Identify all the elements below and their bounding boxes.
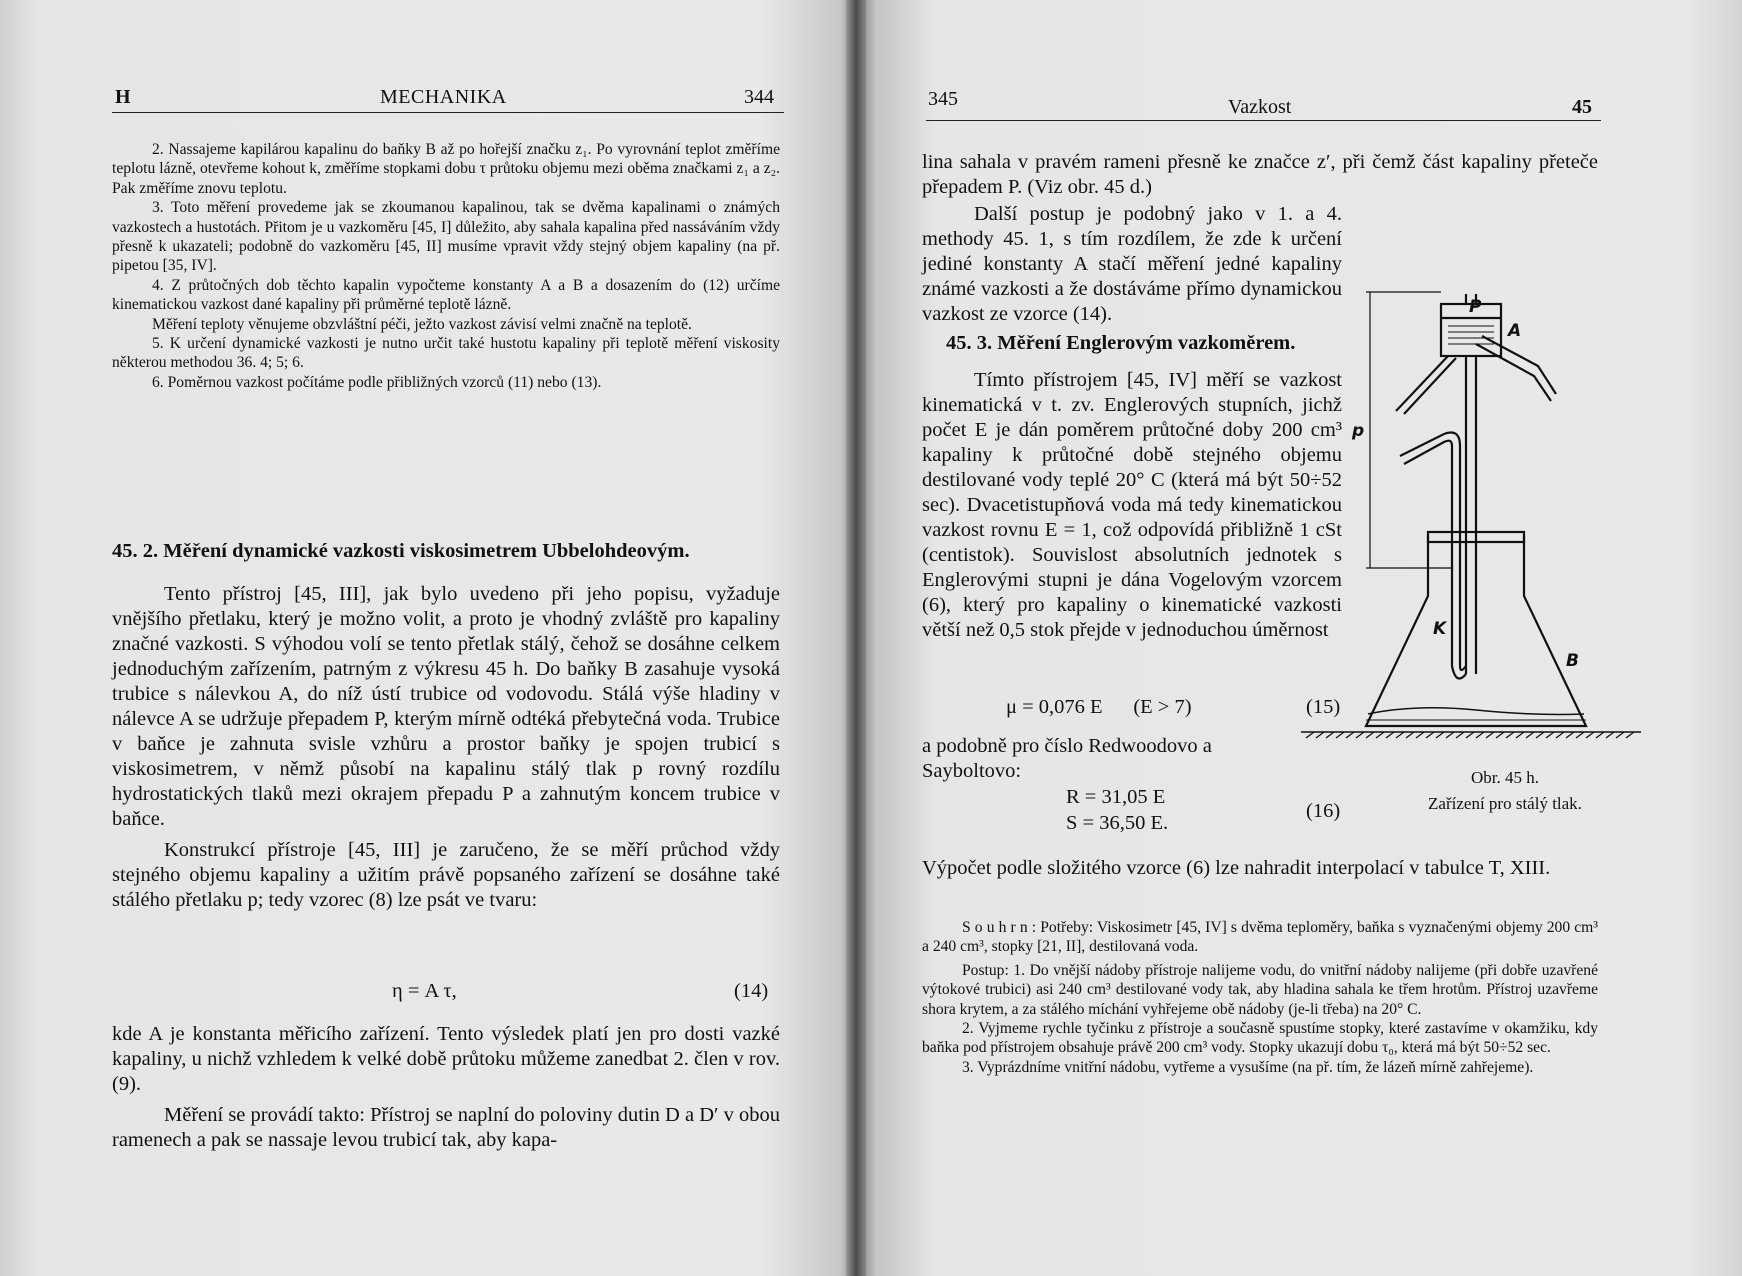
engler-text: [922, 368, 1342, 643]
body-text-continued: [112, 1022, 780, 1153]
label-p-overflow: P: [1469, 297, 1482, 317]
equation-16-s: S = 36,50 E.: [1066, 812, 1169, 834]
paragraph-continuation: lina sahala v pravém rameni přesně ke značce z′, při čemž část kapaliny přeteče přepadem P. (Viz obr. 45 d.): [922, 151, 1598, 198]
section-heading-45-2: 45. 2. Měření dynamické vazkosti viskosimetrem Ubbelohdeovým.: [112, 540, 690, 562]
running-title: MECHANIKA: [380, 86, 507, 108]
equation-15-number: (15): [1306, 696, 1341, 718]
procedure-steps: [112, 140, 780, 392]
step-5: 5. K určení dynamické vazkosti je nutno určit také hustotu kapaliny při teplotě měření viskosity některou methodou 36. 4; 5; 6.: [112, 335, 780, 372]
paragraph-engler: Tímto přístrojem [45, IV] měří se vazkost kinematická v t. zv. Englerových stupních, jichž počet E je dán poměrem průtočné doby 200 cm³ kapaliny k průtočné době stejného objemu destilované vody teplé 20° C (která má být 50÷52 sec). Dvacetistupňová voda má tedy kinematickou vazkost rovnu E = 1, což odpovídá přibližně 1 cSt (centistok). Souvislost absolutních jednotek s Englerovými stupni je dána Vogelovým vzorcem (6), který pro kapaliny o kinematické vazkosti větší než 0,5 stok přejde v jednoduchou úměrnost: [922, 369, 1342, 641]
figure-45h-diagram: [1352, 296, 1646, 766]
header-rule: [926, 120, 1601, 121]
equation-16-r: R = 31,05 E: [1066, 786, 1166, 808]
page-number: 345: [928, 88, 958, 110]
redwood-text: [922, 734, 1262, 784]
paragraph-redwood: a podobně pro číslo Redwoodovo a Sayboltovo:: [922, 735, 1212, 782]
chapter-number: 45: [1572, 96, 1592, 118]
page-number: 344: [744, 86, 774, 108]
step-2: 2. Nassajeme kapilárou kapalinu do baňky B až po hořejší značku z₁. Po vyrovnání teplot změříme teplotu lázně, otevřeme kohout k, změříme stopkami dobu τ průtoku objemu mezi oběma značkami z₁ a z₂. Pak změříme znovu teplotu.: [112, 141, 780, 197]
label-b-flask: B: [1566, 651, 1579, 671]
section-letter: H: [115, 86, 131, 108]
summary-block: [922, 918, 1598, 1077]
paragraph-construction: Konstrukcí přístroje [45, III] je zaručeno, že se měří průchod vždy stejného objemu kapaliny a užitím právě popsaného zařízení se dosáhne také stálého přetlaku p; tedy vzorec (8) lze psát ve tvaru:: [112, 839, 780, 911]
summary-step-3: 3. Vyprázdníme vnitřní nádobu, vytřeme a vysušíme (na př. tím, že lázeň mírně zahřejeme).: [962, 1058, 1534, 1076]
summary-step-1: Postup: 1. Do vnější nádoby přístroje nalijeme vodu, do vnitřní nádoby nalijeme (při dobře uzavřené výtokové trubici) asi 240 cm³ destilované vody tak, aby hladina sahala ke třem hrotům. Přístroj uzavřeme shora krytem, a za stálého míchání vyhřejeme obě nádoby (je-li třeba) na 20° C.: [922, 961, 1598, 1018]
body-text-next: [922, 202, 1342, 327]
figure-caption-number: Obr. 45 h.: [1471, 768, 1539, 787]
equation-14: η = A τ,: [392, 980, 457, 1002]
note-temperature: Měření teploty věnujeme obzvláštní péči, ježto vazkost závisí velmi značně na teplotě.: [152, 315, 692, 333]
paragraph-measurement: Měření se provádí takto: Přístroj se naplní do poloviny dutin D a D′ v obou ramenech a pak se nassaje levou trubicí tak, aby kapa-: [112, 1104, 780, 1151]
label-p-pressure: p: [1352, 421, 1365, 441]
equation-16-number: (16): [1306, 800, 1341, 822]
body-text: [112, 582, 780, 913]
paragraph-further: Další postup je podobný jako v 1. a 4. methody 45. 1, s tím rozdílem, že zde k určení jediné konstanty A stačí měření jedné kapaliny známé vazkosti a že dostáváme přímo dynamickou vazkost ze vzorce (14).: [922, 203, 1342, 325]
body-text-top: [922, 150, 1598, 200]
paragraph-device: Tento přístroj [45, III], jak bylo uvedeno při jeho popisu, vyžaduje vnějšího přetlaku, který je možno volit, a proto je vhodný zvláště pro kapaliny značné vazkosti. S výhodou volí se tento přetlak stálý, čehož se dosáhne celkem jednoduchým zařízením, patrným z výkresu 45 h. Do baňky B zasahuje vysoká trubice s nálevkou A, do níž ústí trubice od vodovodu. Stálá výše hladiny v nálevce A se udržuje přepadem P, kterým mírně odtéká přebytečná voda. Trubice v baňce je zahnuta svisle vzhůru a prostor baňky je spojen trubicí s viskosimetrem, v němž působí na kapalinu stálý tlak p rovný rozdílu hydrostatických tlaků mezi okrajem přepadu P a zahnutým koncem trubice v baňce.: [112, 583, 780, 830]
header-rule: [112, 112, 784, 113]
step-3: 3. Toto měření provedeme jak se zkoumanou kapalinou, tak se dvěma kapalinami o známých vazkostech a hustotách. Přitom je u vazkoměru [45, I] důležito, aby sahala kapalina před nassáváním vždy přesně k ukazateli; podobně do vazkoměru [45, II] musíme vpravit vždy stejný objem kapaliny (na př. pipetou [35, IV].: [112, 199, 780, 275]
equation-15: μ = 0,076 E (E > 7): [1006, 696, 1192, 718]
interpolation-text: [922, 856, 1598, 881]
section-heading-45-3: 45. 3. Měření Englerovým vazkoměrem.: [946, 332, 1296, 354]
paragraph-interpolation: Výpočet podle složitého vzorce (6) lze nahradit interpolací v tabulce T, XIII.: [922, 857, 1551, 879]
left-page: [0, 0, 856, 1276]
equation-14-number: (14): [734, 980, 769, 1002]
book-gutter: [846, 0, 866, 1276]
summary-requirements: S o u h r n : Potřeby: Viskosimetr [45, IV] s dvěma teploměry, baňka s vyznačenými objemy 200 cm³ a 240 cm³, stopky [21, II], destilovaná voda.: [922, 919, 1598, 956]
label-a-funnel: A: [1508, 321, 1522, 341]
step-4: 4. Z průtočných dob těchto kapalin vypočteme konstanty A a B a dosazením do (12) určíme kinematickou vazkost dané kapaliny při průměrné teplotě lázně.: [112, 276, 780, 314]
paragraph-constant: kde A je konstanta měřicího zařízení. Tento výsledek platí jen pro dosti vazké kapaliny, u nichž vzhledem k velké době průtoku můžeme zanedbat 2. člen v rov. (9).: [112, 1023, 780, 1095]
figure-caption-text: Zařízení pro stálý tlak.: [1428, 794, 1582, 813]
right-page: [856, 0, 1742, 1276]
step-6: 6. Poměrnou vazkost počítáme podle přibližných vzorců (11) nebo (13).: [152, 373, 602, 391]
running-title: Vazkost: [1228, 96, 1292, 118]
summary-step-2: 2. Vyjmeme rychle tyčinku z přístroje a současně spustíme stopky, které zastavíme v okamžiku, kdy baňka pod přístrojem obsahuje právě 200 cm³ vody. Stopky ukazují dobu τ₀, která má být 50÷52 sec.: [922, 1020, 1598, 1057]
label-k-tube: K: [1433, 619, 1447, 639]
